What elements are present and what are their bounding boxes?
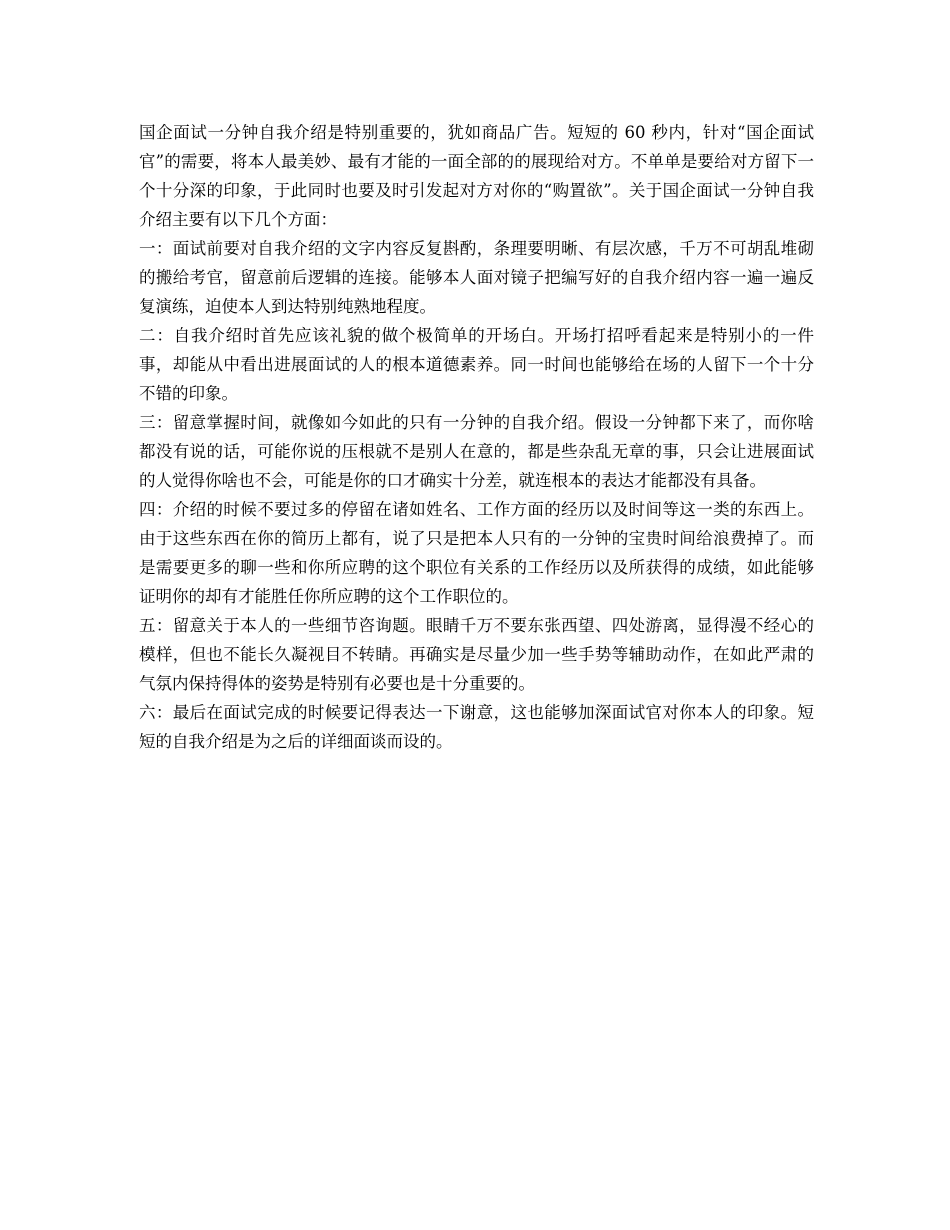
paragraph-point-3: 三：留意掌握时间，就像如今如此的只有一分钟的自我介绍。假设一分钟都下来了，而你啥都没有说的话，可能你说的压根就不是别人在意的，都是些杂乱无章的事，只会让进展面试的人觉得你啥也不会，可能是你的口才确实十分差，就连根本的表达才能都没有具备。 <box>139 413 814 490</box>
paragraph-point-6: 六：最后在面试完成的时候要记得表达一下谢意，这也能够加深面试官对你本人的印象。短短的自我介绍是为之后的详细面谈而设的。 <box>139 703 814 751</box>
paragraph-point-2: 二：自我介绍时首先应该礼貌的做个极简单的开场白。开场打招呼看起来是特别小的一件事，却能从中看出进展面试的人的根本道德素养。同一时间也能够给在场的人留下一个十分不错的印象。 <box>139 326 814 403</box>
paragraph-point-1: 一：面试前要对自我介绍的文字内容反复斟酌，条理要明晰、有层次感，千万不可胡乱堆砌的搬给考官，留意前后逻辑的连接。能够本人面对镜子把编写好的自我介绍内容一遍一遍反复演练，迫使本人到达特别纯熟地程度。 <box>139 239 814 316</box>
paragraph-intro: 国企面试一分钟自我介绍是特别重要的，犹如商品广告。短短的 60 秒内，针对“国企面试官”的需要，将本人最美妙、最有才能的一面全部的的展现给对方。不单单是要给对方留下一个十分深的印象，于此同时也要及时引发起对方对你的“购置欲”。关于国企面试一分钟自我介绍主要有以下几个方面： <box>139 123 814 229</box>
paragraph-point-4: 四：介绍的时候不要过多的停留在诸如姓名、工作方面的经历以及时间等这一类的东西上。由于这些东西在你的简历上都有，说了只是把本人只有的一分钟的宝贵时间给浪费掉了。而是需要更多的聊一些和你所应聘的这个职位有关系的工作经历以及所获得的成绩，如此能够证明你的却有才能胜任你所应聘的这个工作职位的。 <box>139 500 814 606</box>
paragraph-point-5: 五：留意关于本人的一些细节咨询题。眼睛千万不要东张西望、四处游离，显得漫不经心的模样，但也不能长久凝视目不转睛。再确实是尽量少加一些手势等辅助动作，在如此严肃的气氛内保持得体的姿势是特别有必要也是十分重要的。 <box>139 616 814 693</box>
document-body <box>139 118 814 756</box>
